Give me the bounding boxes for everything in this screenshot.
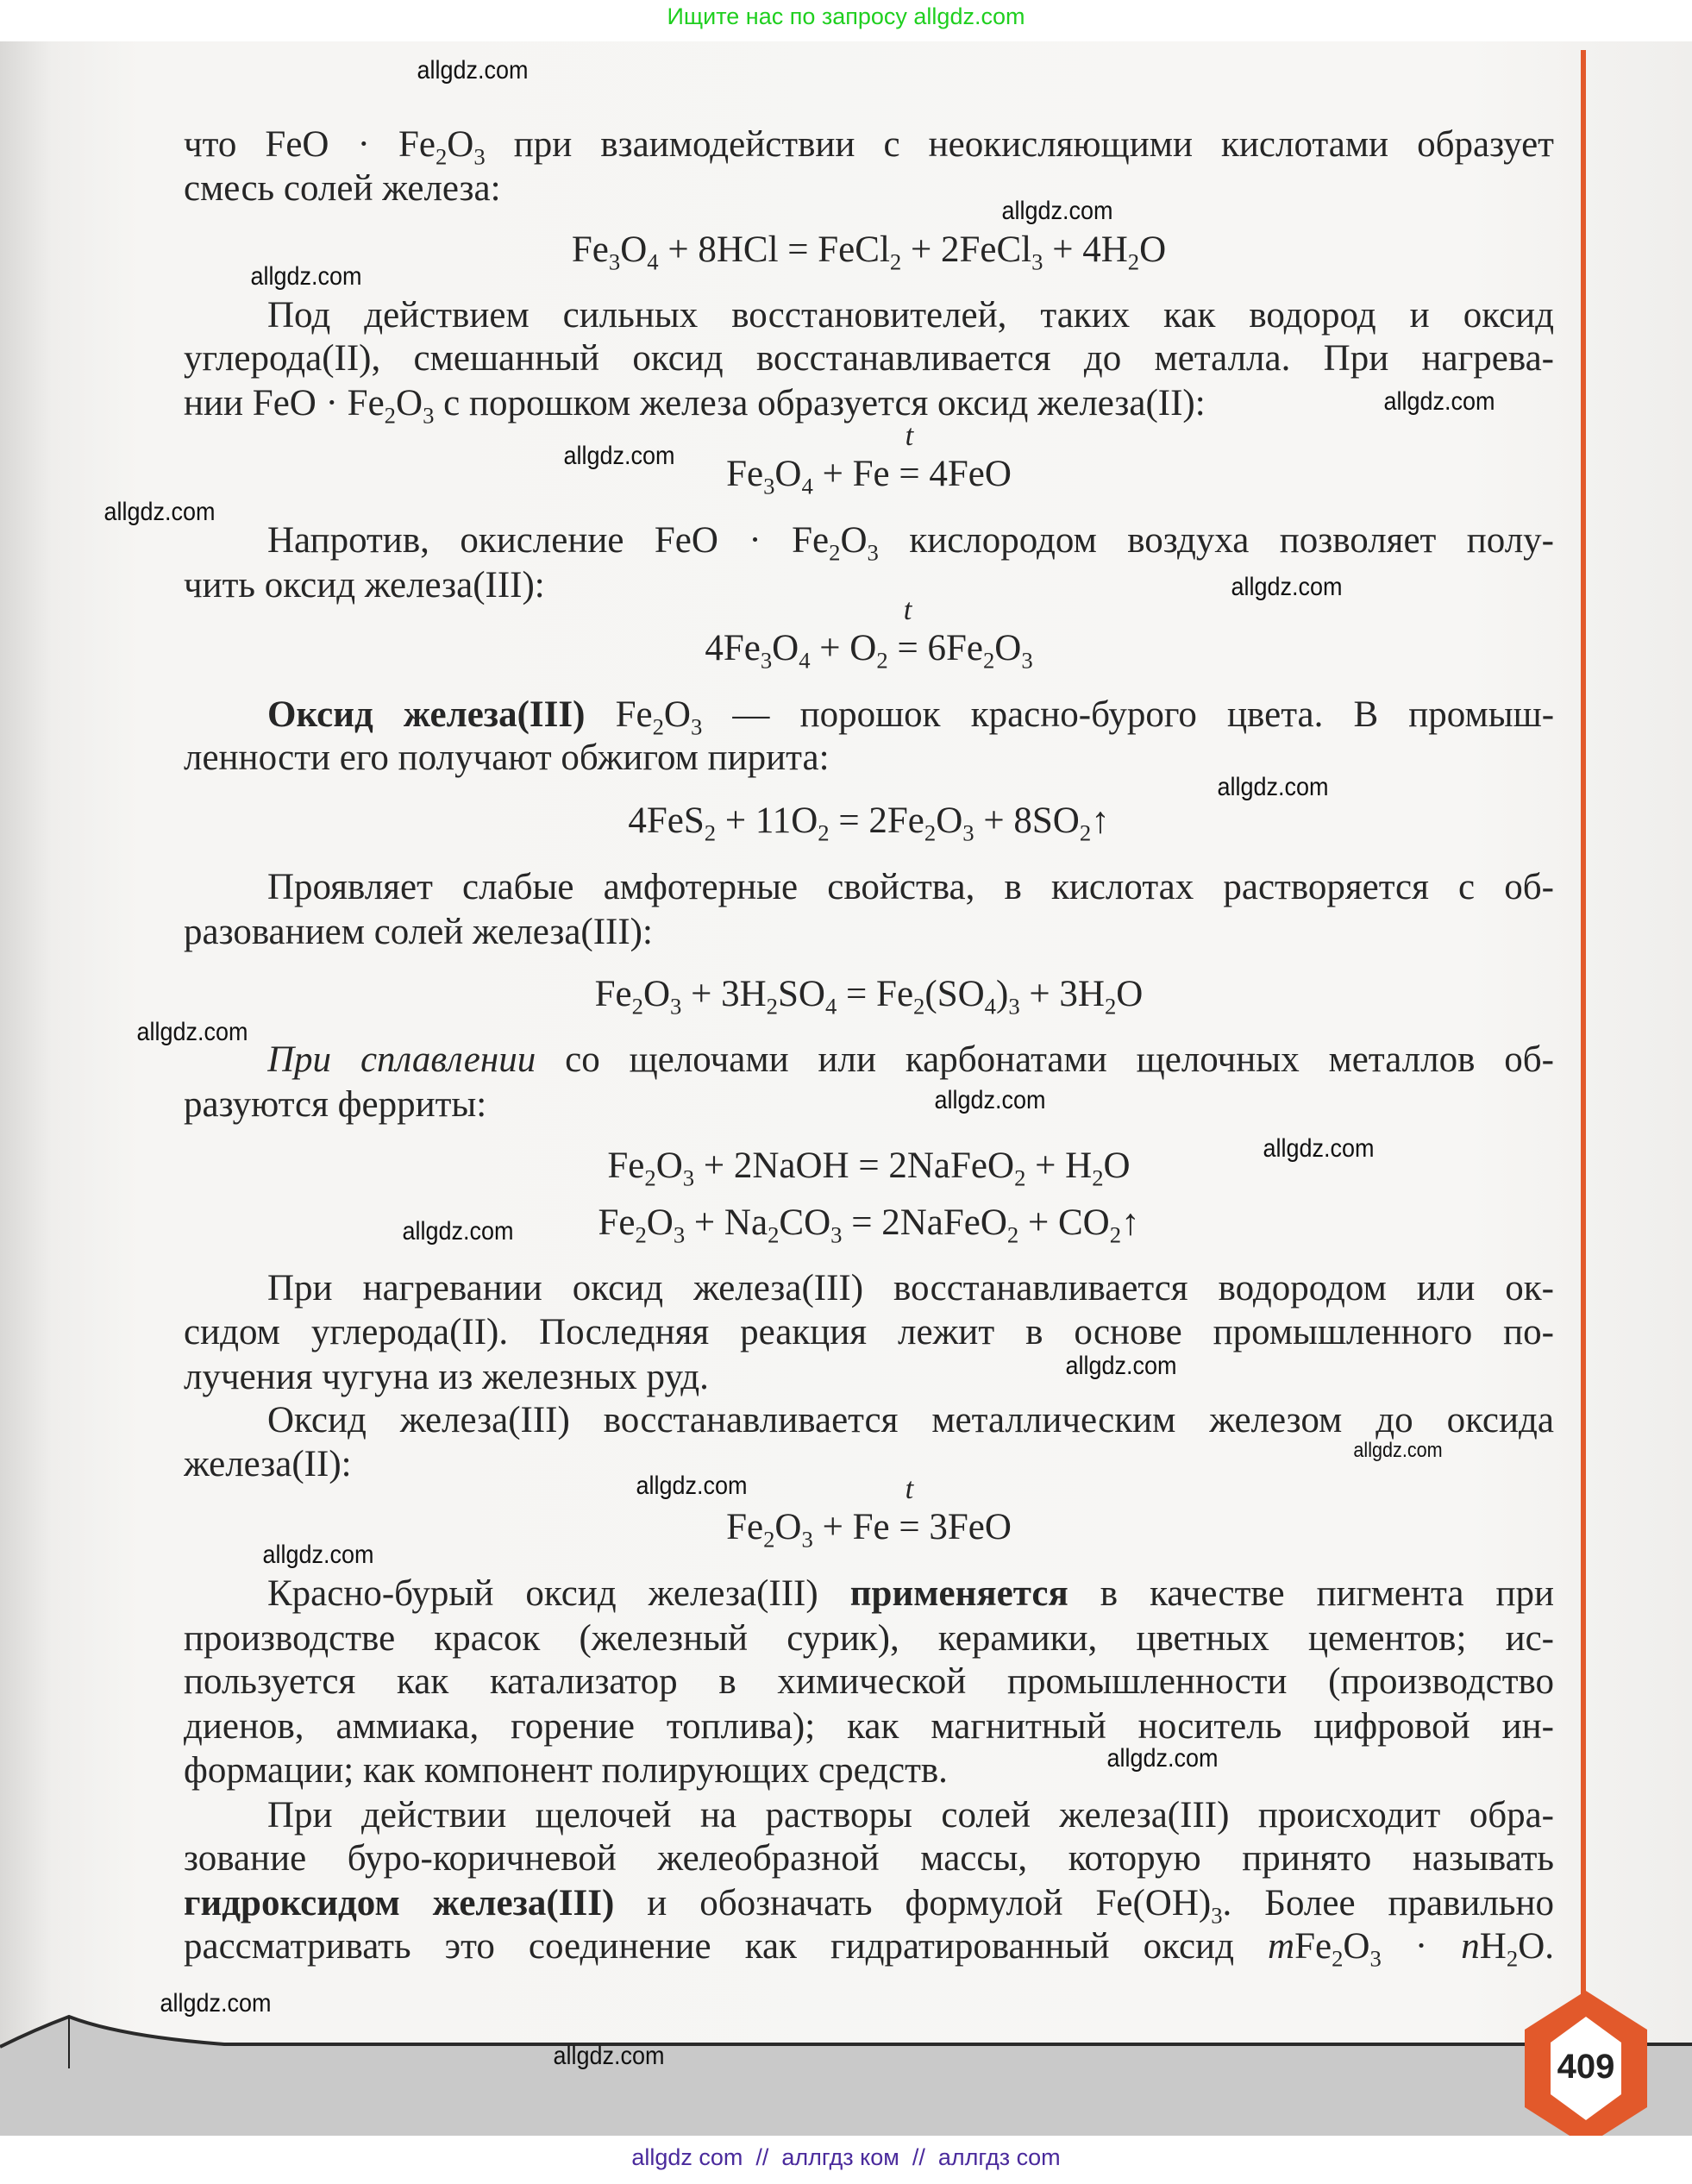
text-run: + 2NaOH = 2NaFeO <box>694 1145 1015 1186</box>
chemical-equation <box>184 419 1554 500</box>
equals-sign: = <box>899 1507 920 1547</box>
chemical-equation <box>184 593 1554 675</box>
subscript: 2 <box>1014 1164 1026 1191</box>
text-run: = Fe <box>837 974 914 1014</box>
subscript: 3 <box>801 1526 813 1553</box>
heat-symbol: t <box>905 1472 914 1505</box>
subscript: 2 <box>1506 1945 1519 1972</box>
text-run: + Fe <box>812 1507 899 1547</box>
footer-links[interactable]: allgdz com // аллгдз ком // аллгдз com <box>631 2144 1061 2170</box>
text-run: O <box>840 520 868 561</box>
subscript: 4 <box>824 993 837 1020</box>
text-run: пользуется как катализатор в химической промышленности (производство <box>184 1661 1554 1702</box>
watermark: allgdz.com <box>1106 1744 1219 1773</box>
text-run: Fe <box>726 454 764 494</box>
subscript: 2 <box>818 819 830 846</box>
subscript: 2 <box>1079 819 1092 846</box>
subscript: 3 <box>473 143 486 170</box>
text-run: с порошком железа образуется оксид железа(II): <box>434 383 1206 424</box>
subscript: 3 <box>962 819 974 846</box>
text-run: O <box>1103 1145 1131 1186</box>
text-run: + Na <box>685 1202 768 1243</box>
text-run: + 8HCl = FeCl <box>658 229 890 270</box>
subscript: 2 <box>704 819 717 846</box>
text-run: O. <box>1518 1926 1554 1967</box>
text-line <box>184 1921 1554 1973</box>
text-run: O <box>1343 1926 1370 1967</box>
subscript: 2 <box>913 993 925 1020</box>
text-run: ленности его получают обжигом пирита: <box>184 737 830 778</box>
subscript: 3 <box>760 647 773 674</box>
text-run: что FeO · Fe <box>184 124 436 165</box>
text-run: со щелочами или карбонатами щелочных металлов об- <box>536 1039 1554 1080</box>
text-run: При действии щелочей на растворы солей железа(III) происходит обра- <box>267 1795 1554 1836</box>
text-run: Fe <box>598 1202 636 1243</box>
text-run: углерода(II), смешанный оксид восстанавливается до металла. При нагрева- <box>184 338 1554 379</box>
subscript: 3 <box>682 1164 695 1191</box>
subscript: 2 <box>1092 1164 1104 1191</box>
text-run: ↑ <box>1091 800 1110 841</box>
text-run: Fe <box>726 1507 764 1547</box>
text-run: + H <box>1025 1145 1093 1186</box>
subscript: 3 <box>1031 248 1043 275</box>
subscript: 4 <box>799 647 811 674</box>
subscript: 4 <box>984 993 996 1020</box>
equals-sign: = <box>897 628 918 668</box>
text-run: смесь солей железа: <box>184 168 501 209</box>
heating-equals-sign <box>897 593 918 675</box>
text-line <box>184 1833 1554 1885</box>
text-run: O <box>772 628 799 668</box>
subscript: 2 <box>652 713 664 740</box>
text-run: + CO <box>1018 1202 1110 1243</box>
page-number: 409 <box>1557 2048 1615 2086</box>
text-run: + Fe <box>812 454 899 494</box>
text-run: O <box>646 1202 674 1243</box>
text-run: разуются ферриты: <box>184 1084 487 1125</box>
text-run: Проявляет слабые амфотерные свойства, в кислотах растворяется с об- <box>267 867 1554 907</box>
subscript: 2 <box>384 402 396 429</box>
text-run: O <box>396 383 423 424</box>
text-run: при взаимодействии с неокисляющими кислотами образует <box>485 124 1554 165</box>
subscript: 2 <box>982 647 995 674</box>
text-run: + 2FeCl <box>901 229 1032 270</box>
subscript: 2 <box>763 1526 775 1553</box>
italic-term: m <box>1268 1926 1295 1967</box>
text-line <box>184 333 1554 385</box>
text-run: + 3H <box>681 974 767 1014</box>
subscript: 3 <box>673 1221 686 1248</box>
text-line <box>184 907 1554 958</box>
text-run: O <box>774 454 802 494</box>
watermark: allgdz.com <box>402 1217 514 1246</box>
text-run: 4FeS <box>628 800 705 841</box>
text-run: (SO <box>924 974 985 1014</box>
text-run: кислородом воздуха позволяет полу- <box>878 520 1554 561</box>
bold-term: применяется <box>849 1573 1068 1614</box>
text-run: + 4H <box>1043 229 1128 270</box>
subscript: 3 <box>690 713 703 740</box>
text-run: Оксид железа(III) восстанавливается металлическим железом до оксида <box>267 1400 1554 1440</box>
text-run: нии FeO · Fe <box>184 383 385 424</box>
chemical-equation <box>184 224 1554 276</box>
subscript: 2 <box>644 1164 656 1191</box>
watermark: allgdz.com <box>1263 1134 1375 1163</box>
text-run: чить оксид железа(III): <box>184 565 545 606</box>
text-line <box>267 1034 1554 1086</box>
text-run: Под действием сильных восстановителей, таких как водород и оксид <box>267 295 1554 336</box>
subscript: 3 <box>608 248 621 275</box>
subscript: 3 <box>867 539 879 566</box>
watermark: allgdz.com <box>1353 1439 1443 1462</box>
subscript: 2 <box>1332 1945 1344 1972</box>
text-run: зование буро-коричневой желеобразной массы, которую принято называть <box>184 1838 1554 1879</box>
watermark: allgdz.com <box>262 1541 374 1569</box>
subscript: 2 <box>829 539 841 566</box>
text-run: O <box>642 974 671 1014</box>
subscript: 2 <box>768 1221 780 1248</box>
search-banner[interactable]: Ищите нас по запросу allgdz.com <box>667 3 1025 29</box>
watermark: allgdz.com <box>417 56 529 85</box>
text-run: Красно-бурый оксид железа(III) <box>267 1573 850 1614</box>
subscript: 2 <box>631 993 643 1020</box>
text-line <box>184 732 1554 784</box>
text-run: 4Fe <box>705 628 761 668</box>
text-run: ) <box>996 974 1009 1014</box>
subscript: 2 <box>635 1221 647 1248</box>
text-run: разованием солей железа(III): <box>184 912 653 952</box>
text-line <box>267 1568 1554 1620</box>
watermark: allgdz.com <box>103 498 216 526</box>
subscript: 3 <box>670 993 682 1020</box>
text-line <box>267 515 1554 567</box>
watermark: allgdz.com <box>934 1086 1046 1114</box>
text-run: рассматривать это соединение как гидратированный оксид <box>184 1926 1269 1967</box>
subscript: 2 <box>435 143 448 170</box>
watermark: allgdz.com <box>136 1018 248 1046</box>
text-run: При нагревании оксид железа(III) восстанавливается водородом или ок- <box>267 1268 1554 1309</box>
subscript: 4 <box>801 473 813 499</box>
text-run: производстве красок (железный сурик), керамики, цветных цементов; ис- <box>184 1618 1554 1659</box>
subscript: 3 <box>423 402 435 429</box>
text-line <box>184 560 1554 612</box>
text-run: и обозначать формулой Fe(OH) <box>614 1883 1212 1924</box>
text-run: диенов, аммиака, горение топлива); как магнитный носитель цифровой ин- <box>184 1706 1554 1747</box>
text-run: · <box>1381 1926 1462 1967</box>
text-run: Напротив, окисление FeO · Fe <box>267 520 830 561</box>
chemical-equation <box>184 1197 1554 1249</box>
heat-symbol: t <box>905 419 914 452</box>
text-run: O <box>655 1145 683 1186</box>
heat-symbol: t <box>903 593 912 626</box>
text-run: O <box>994 628 1022 668</box>
text-run: 3FeO <box>919 1507 1012 1547</box>
text-run: — порошок красно-бурого цвета. В промыш- <box>702 694 1554 735</box>
text-line <box>184 1745 1554 1797</box>
subscript: 2 <box>924 819 937 846</box>
text-line <box>184 163 1554 215</box>
text-run: железа(II): <box>184 1444 352 1484</box>
subscript: 2 <box>1109 1221 1122 1248</box>
text-run: сидом углерода(II). Последняя реакция лежит в основе промышленного по- <box>184 1312 1554 1352</box>
text-run: SO <box>777 974 825 1014</box>
text-run: CO <box>779 1202 831 1243</box>
text-run: Fe <box>585 694 653 735</box>
italic-term: n <box>1461 1926 1480 1967</box>
text-run: + 3H <box>1019 974 1105 1014</box>
text-run: 6Fe <box>918 628 983 668</box>
text-run: Fe <box>594 974 632 1014</box>
watermark: allgdz.com <box>1217 773 1329 801</box>
subscript: 4 <box>647 248 659 275</box>
text-run: O <box>774 1507 802 1547</box>
page-margin-line <box>1581 50 1586 1999</box>
subscript: 3 <box>1008 993 1020 1020</box>
text-run: формации; как компонент полирующих средств. <box>184 1750 948 1791</box>
watermark: allgdz.com <box>250 262 362 291</box>
text-run: . Более правильно <box>1222 1883 1554 1924</box>
text-run: лучения чугуна из железных руд. <box>184 1357 709 1397</box>
text-run: + 11O <box>716 800 818 841</box>
bold-term: гидроксидом железа(III) <box>184 1883 615 1924</box>
text-run: в качестве пигмента при <box>1068 1573 1554 1614</box>
text-run: O <box>620 229 648 270</box>
subscript: 2 <box>1104 993 1117 1020</box>
bold-term: Оксид железа(III) <box>267 694 586 735</box>
subscript: 3 <box>1211 1902 1223 1929</box>
text-run: H <box>1479 1926 1507 1967</box>
text-line <box>184 1079 1554 1131</box>
subscript: 2 <box>766 993 778 1020</box>
text-run: O <box>447 124 474 165</box>
text-line <box>267 862 1554 913</box>
text-run <box>888 628 898 668</box>
subscript: 2 <box>1006 1221 1019 1248</box>
text-run: + O <box>810 628 877 668</box>
text-line <box>184 1656 1554 1708</box>
subscript: 3 <box>830 1221 843 1248</box>
text-run: Fe <box>571 229 609 270</box>
watermark: allgdz.com <box>1383 387 1495 416</box>
chemical-equation <box>184 795 1554 847</box>
text-line <box>184 378 1554 430</box>
text-run: + 8SO <box>974 800 1080 841</box>
text-run: O <box>936 800 963 841</box>
text-run: Fe <box>607 1145 645 1186</box>
italic-term: При сплавлении <box>267 1039 536 1080</box>
subscript: 2 <box>876 647 888 674</box>
watermark: allgdz.com <box>563 442 675 470</box>
text-run: O <box>1139 229 1167 270</box>
watermark: allgdz.com <box>553 2042 665 2070</box>
watermark: allgdz.com <box>160 1989 272 2018</box>
watermark: allgdz.com <box>1231 573 1343 601</box>
watermark: allgdz.com <box>636 1472 748 1500</box>
chemical-equation <box>184 969 1554 1020</box>
heating-equals-sign <box>899 419 920 500</box>
heating-equals-sign <box>899 1472 920 1553</box>
text-run: O <box>663 694 691 735</box>
subscript: 3 <box>1021 647 1033 674</box>
subscript: 3 <box>1369 1945 1382 1972</box>
equals-sign: = <box>899 454 920 494</box>
text-line <box>184 1439 1554 1491</box>
text-run: O <box>1116 974 1144 1014</box>
subscript: 3 <box>763 473 775 499</box>
watermark: allgdz.com <box>1001 197 1113 225</box>
text-run: ↑ <box>1121 1202 1140 1243</box>
text-run: Fe <box>1294 1926 1332 1967</box>
subscript: 2 <box>889 248 902 275</box>
text-line <box>184 1307 1554 1359</box>
text-run: = 2NaFeO <box>842 1202 1007 1243</box>
watermark: allgdz.com <box>1065 1352 1177 1380</box>
text-run: 4FeO <box>919 454 1012 494</box>
text-run: = 2Fe <box>829 800 924 841</box>
subscript: 2 <box>1127 248 1140 275</box>
